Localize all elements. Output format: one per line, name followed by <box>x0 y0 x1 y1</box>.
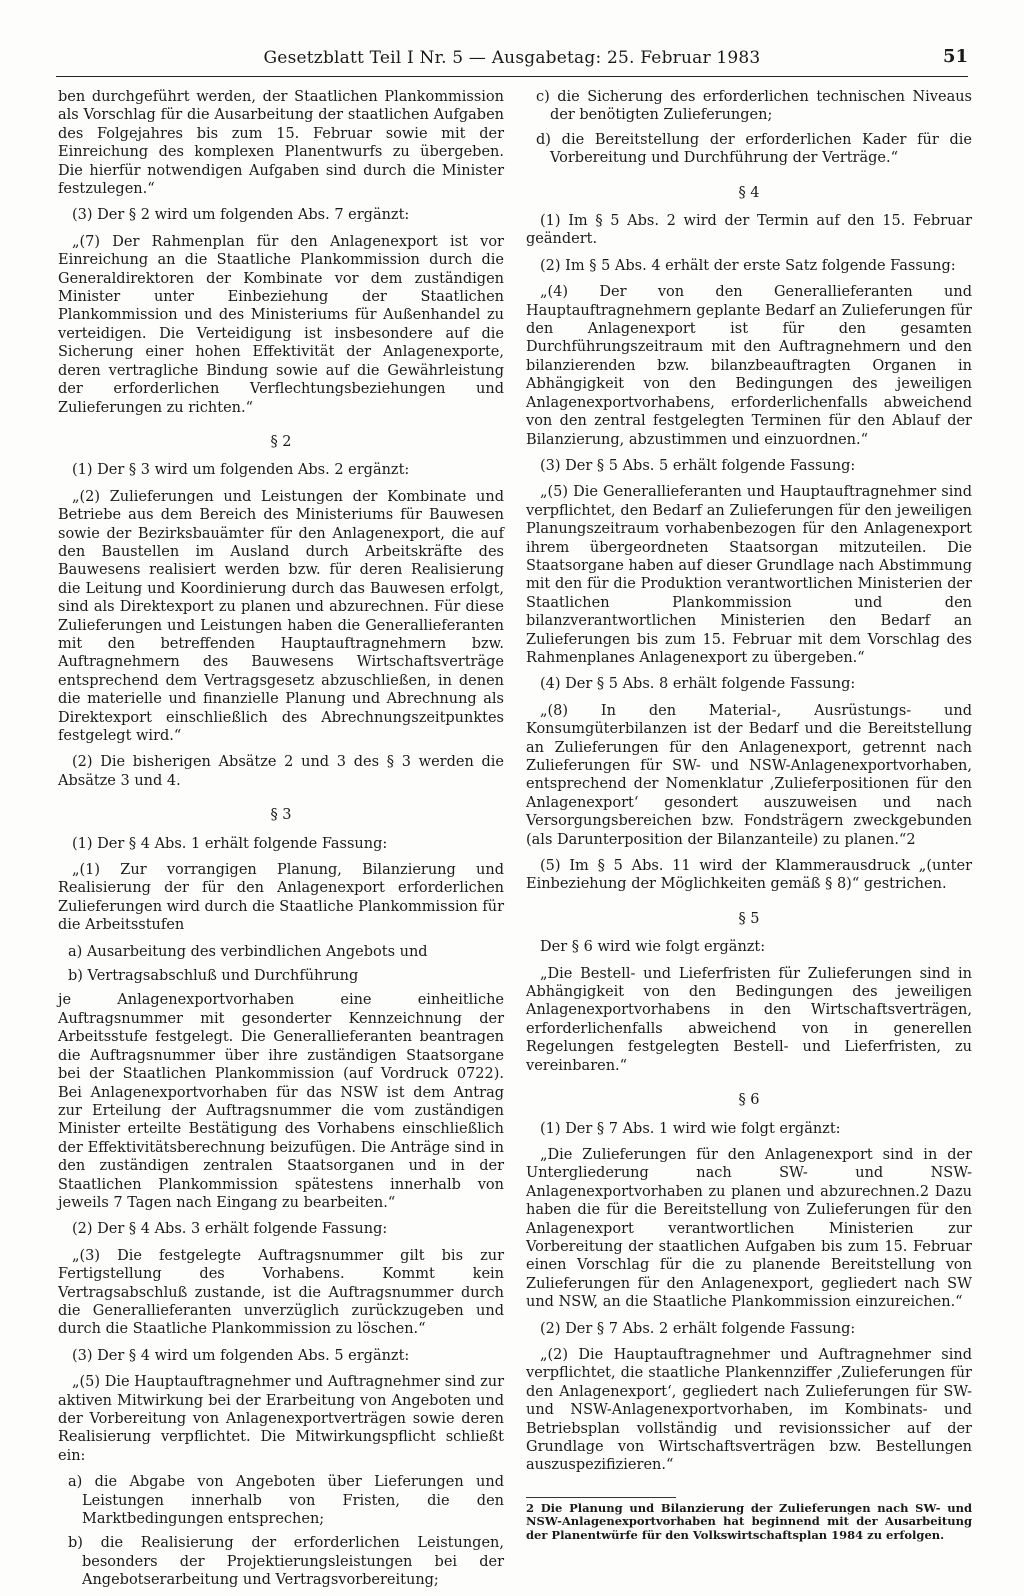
list-item: d) die Bereitstellung der erforderlichen Kader für die Vorbereitung und Durchführung der Verträge.“ <box>536 131 972 167</box>
paragraph: „(5) Die Generallieferanten und Hauptauftragnehmer sind verpflichtet, den Bedarf an Zulieferungen für den jeweiligen Planungszeitraum vorhabenbezogen für den Anlagenexport ihrem übergeordneten Staatsorgan mitzuteilen. Die Staatsorgane haben auf dieser Grundlage nach Abstimmung mit den für die Produktion verantwortlichen Ministerien der Staatlichen Plankommission und den bilanzverantwortlichen Ministerien den Bedarf an Zulieferungen bis zum 15. Februar mit dem Vorschlag des Rahmenplanes Anlagenexport zu übergeben.“ <box>526 484 972 666</box>
paragraph: (1) Der § 3 wird um folgenden Abs. 2 ergänzt: <box>72 462 410 479</box>
paragraph: (5) Im § 5 Abs. 11 wird der Klammerausdruck „(unter Einbeziehung der Möglichkeiten gemäß § 8)“ gestrichen. <box>526 858 972 893</box>
list-item: b) Vertragsabschluß und Durchführung <box>68 968 359 985</box>
paragraph: ben durchgeführt werden, der Staatlichen Plankommission als Vorschlag für die Ausarbeitung der staatlichen Aufgaben des Folgejahres bis zum 15. Februar sowie mit der Einreichung des komplexen Planentwurfs zu übergeben. Die hierfür notwendigen Aufgaben sind durch die Minister festzulegen.“ <box>58 89 504 198</box>
page-header <box>56 46 968 77</box>
header-title: Gesetzblatt Teil I Nr. 5 — Ausgabetag: 25. Februar 1983 <box>263 48 761 68</box>
paragraph: „(3) Die festgelegte Auftragsnummer gilt bis zur Fertigstellung des Vorhabens. Kommt kein Vertragsabschluß zustande, ist die Auftragsnummer durch die Generallieferanten unverzüglich zurückzugeben und durch die Staatliche Plankommission zu löschen.“ <box>58 1247 504 1338</box>
paragraph: „(7) Der Rahmenplan für den Anlagenexport ist vor Einreichung an die Staatliche Plankommission durch die Generaldirektoren der Kombinate vor dem zuständigen Minister unter Einbeziehung der Staatlichen Plankommission und des Ministeriums für Außenhandel zu verteidigen. Die Verteidigung ist insbesondere auf die Sicherung einer hohen Effektivität der Anlagenexporte, deren vertragliche Bindung sowie auf die Gewährleistung der erforderlichen Verflechtungsbeziehungen und Zulieferungen zu richten.“ <box>58 233 504 416</box>
paragraph: Der § 6 wird wie folgt ergänzt: <box>540 939 766 956</box>
paragraph: (2) Der § 4 Abs. 3 erhält folgende Fassung: <box>72 1221 388 1238</box>
paragraph: „(8) In den Material-, Ausrüstungs- und Konsumgüterbilanzen ist der Bedarf und die Bereitstellung an Zulieferungen für den Anlagenexport, getrennt nach Zulieferungen für SW- und NSW-Anlagenexportvorhaben, entsprechend der Nomenklatur ‚Zulieferpositionen für den Anlagenexport‘ gesondert auszuweisen und nach Versorgungsbereichen bzw. Fondsträgern zweckgebunden (als Darunterposition der Bilanzanteile) zu planen.“2 <box>526 702 972 848</box>
left-column <box>58 88 504 1596</box>
paragraph: (2) Der § 7 Abs. 2 erhält folgende Fassung: <box>540 1320 856 1337</box>
paragraph: „(5) Die Hauptauftragnehmer und Auftragnehmer sind zur aktiven Mitwirkung bei der Erarbeitung von Angeboten und der Vorbereitung von Anlagenexportverträgen sowie deren Realisierung verpflichtet. Die Mitwirkungspflicht schließt ein: <box>58 1374 504 1464</box>
paragraph: „(2) Zulieferungen und Leistungen der Kombinate und Betriebe aus dem Bereich des Ministeriums für Bauwesen sowie der Bezirksbauämter für den Anlagenexport, die auf den Baustellen im Ausland durch Arbeitskräfte des Bauwesens realisiert werden bzw. für deren Realisierung die Leitung und Koordinierung durch das Bauwesen erfolgt, sind als Direktexport zu planen und abzurechnen. Für diese Zulieferungen und Leistungen haben die Generallieferanten mit den betreffenden Hauptauftragnehmern bzw. Auftragnehmern des Bauwesens Wirtschaftsverträge entsprechend dem Vertragsgesetz abzuschließen, in denen die materielle und finanzielle Planung und Abrechnung als Direktexport einschließlich des Abrechnungszeitpunktes festgelegt wird.“ <box>58 488 504 744</box>
paragraph: (2) Im § 5 Abs. 4 erhält der erste Satz folgende Fassung: <box>540 257 956 274</box>
paragraph: (3) Der § 2 wird um folgenden Abs. 7 ergänzt: <box>72 207 410 224</box>
right-column <box>526 88 972 1543</box>
section-heading: § 4 <box>738 184 760 201</box>
footnote: 2 Die Planung und Bilanzierung der Zulieferungen nach SW- und NSW-Anlagenexportvorhaben hat beginnend mit der Ausarbeitung der Planentwürfe für den Volkswirtschaftsplan 1984 zu erfolgen. <box>526 1500 972 1542</box>
list-item: b) die Realisierung der erforderlichen Leistungen, besonders der Projektierungsleistungen bei der Angebotserarbeitung und Vertragsvorbereitung; <box>68 1535 504 1589</box>
list-item: a) die Abgabe von Angeboten über Lieferungen und Leistungen innerhalb von Fristen, die den Marktbedingungen entsprechen; <box>68 1474 504 1528</box>
paragraph: „Die Zulieferungen für den Anlagenexport sind in der Untergliederung nach SW- und NSW-Anlagenexportvorhaben zu planen und abzurechnen.2 Dazu haben die für die Bereitstellung von Zulieferungen für den Anlagenexport verantwortlichen Ministerien zur Vorbereitung der staatlichen Aufgaben bis zum 15. Februar einen Vorschlag für die zu planende Bereitstellung von Zulieferungen für den Anlagenexport, gegliedert nach SW und NSW, an die Staatliche Plankommission einzureichen.“ <box>526 1146 972 1311</box>
paragraph: (1) Der § 7 Abs. 1 wird wie folgt ergänzt: <box>540 1120 841 1137</box>
paragraph: „Die Bestell- und Lieferfristen für Zulieferungen sind in Abhängigkeit von den Bedingungen des jeweiligen Anlagenexportvorhabens in den Wirtschaftsverträgen, erforderlichenfalls abweichend von in generellen Regelungen festgelegten Bestell- und Lieferfristen, zu vereinbaren.“ <box>526 965 972 1074</box>
footnote-divider <box>526 1497 676 1498</box>
page-number: 51 <box>942 46 968 67</box>
paragraph: (1) Im § 5 Abs. 2 wird der Termin auf den 15. Februar geändert. <box>526 213 972 248</box>
paragraph: (1) Der § 4 Abs. 1 erhält folgende Fassung: <box>72 835 388 852</box>
paragraph: „(1) Zur vorrangigen Planung, Bilanzierung und Realisierung der für den Anlagenexport erforderlichen Zulieferungen wird durch die Staatliche Plankommission für die Arbeitsstufen <box>58 862 504 934</box>
paragraph: je Anlagenexportvorhaben eine einheitliche Auftragsnummer mit gesonderter Kennzeichnung der Arbeitsstufe festgelegt. Die Generallieferanten beantragen die Auftragsnummer über ihre zuständigen Staatsorgane bei der Staatlichen Plankommission (auf Vordruck 0722). Bei Anlagenexportvorhaben für das NSW ist dem Antrag zur Erteilung der Auftragsnummer die vom zuständigen Minister erteilte Bestätigung des Vorhabens einschließlich der Effektivitätsberechnung beizufügen. Die Anträge sind in den zuständigen zentralen Staatsorganen und in der Staatlichen Plankommission spätestens innerhalb von jeweils 7 Tagen nach Eingang zu bearbeiten.“ <box>58 992 504 1211</box>
section-heading: § 3 <box>270 807 292 824</box>
section-heading: § 6 <box>738 1092 760 1109</box>
paragraph: „(4) Der von den Generallieferanten und Hauptauftragnehmern geplante Bedarf an Zulieferungen für den Anlagenexport ist für den gesamten Durchführungszeitraum mit den Auftragnehmern und den bilanzierenden bzw. bilanzbeauftragten Organen in Abhängigkeit von den Bedingungen des jeweiligen Anlagenexportvorhabens, erforderlichenfalls abweichend von den zentral festgelegten Terminen für den Ablauf der Bilanzierung, abzustimmen und einzuordnen.“ <box>526 284 972 448</box>
paragraph: (3) Der § 4 wird um folgenden Abs. 5 ergänzt: <box>72 1347 410 1364</box>
paragraph: (3) Der § 5 Abs. 5 erhält folgende Fassung: <box>540 457 856 474</box>
paragraph: (4) Der § 5 Abs. 8 erhält folgende Fassung: <box>540 676 856 693</box>
paragraph: (2) Die bisherigen Absätze 2 und 3 des § 3 werden die Absätze 3 und 4. <box>58 754 504 789</box>
section-heading: § 5 <box>738 910 760 927</box>
list-item: c) die Sicherung des erforderlichen technischen Niveaus der benötigten Zulieferungen; <box>536 89 972 124</box>
list-item: a) Ausarbeitung des verbindlichen Angebots und <box>68 943 428 960</box>
paragraph: „(2) Die Hauptauftragnehmer und Auftragnehmer sind verpflichtet, die staatliche Plankennziffer ‚Zulieferungen für den Anlagenexport‘, gegliedert nach Zulieferungen für SW- und NSW-Anlagenexportvorhaben, im Kombinats- und Betriebsplan vollständig und revisionssicher auf der Grundlage von Wirtschaftsverträgen bzw. Bestellungen auszuspezifizieren.“ <box>526 1346 972 1474</box>
section-heading: § 2 <box>270 433 292 450</box>
